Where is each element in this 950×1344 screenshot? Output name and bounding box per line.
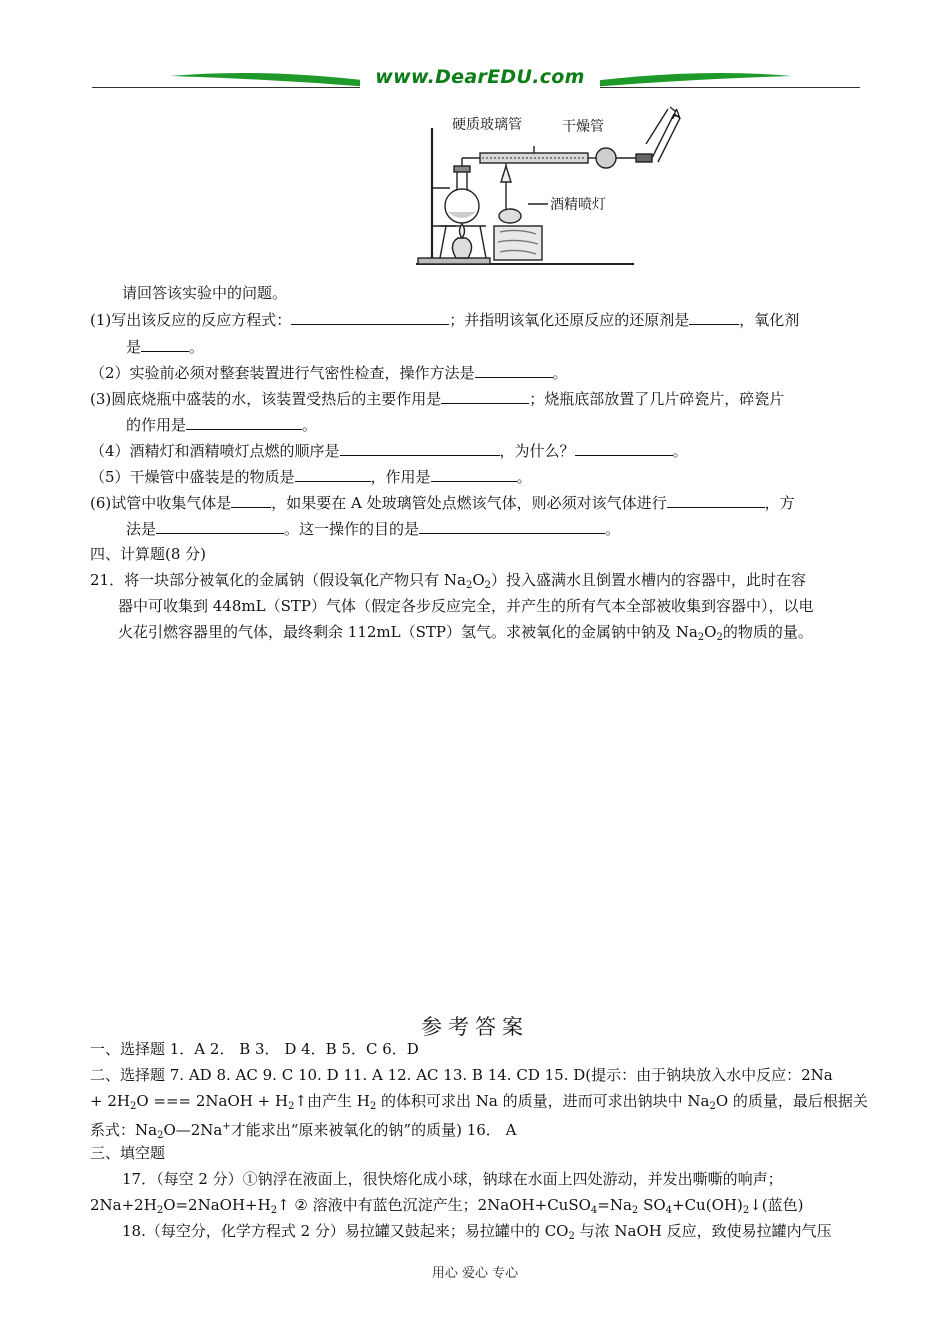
question-4: （4）酒精灯和酒精喷灯点燃的顺序是 ，为什么？ 。 bbox=[90, 442, 688, 460]
answer-blank[interactable] bbox=[441, 388, 529, 404]
page-footer: 用心 爱心 专心 bbox=[431, 1266, 519, 1281]
label-alcohol-blast-lamp: 酒精喷灯 bbox=[550, 197, 606, 213]
site-name: www.DearEDU.com bbox=[360, 66, 600, 88]
question-1-cont: 是 。 bbox=[126, 338, 205, 356]
question-1: (1)写出该反应的反应方程式： ；并指明该氧化还原反应的还原剂是 ，氧化剂 bbox=[90, 311, 800, 329]
answers-section-2-line3: 系式：$Na_2O—2Na^+$才能求出“原来被氧化的钠”的质量) 16． A bbox=[90, 1121, 517, 1141]
answers-section-3: 三、填空题 bbox=[90, 1144, 166, 1162]
answer-blank[interactable] bbox=[575, 440, 673, 456]
answer-blank[interactable] bbox=[295, 466, 371, 482]
question-6: (6)试管中收集气体是 ，如果要在 A 处玻璃管处点燃该气体，则必须对该气体进行 ，方 bbox=[90, 494, 795, 512]
answer-blank[interactable] bbox=[141, 336, 189, 352]
answer-blank[interactable] bbox=[231, 492, 271, 508]
answer-blank[interactable] bbox=[186, 414, 302, 430]
answers-section-2-line2: + $2H_2O$ === 2NaOH + $H_2↑$由产生 $H_2$ 的体积可求出 Na 的质量，进而可求出钠块中 $Na_2O$ 的质量，最后根据关 bbox=[90, 1092, 868, 1112]
left-swoosh-icon bbox=[170, 66, 370, 90]
question-2: （2）实验前必须对整套装置进行气密性检查，操作方法是 。 bbox=[90, 364, 568, 382]
answer-blank[interactable] bbox=[419, 518, 605, 534]
answer-blank[interactable] bbox=[667, 492, 765, 508]
answer-17-line2: $2Na+2H_2O=2NaOH+H_2↑$ ② 溶液中有蓝色沉淀产生；$2NaOH+CuSO_4=Na_2$ $SO_4+Cu(OH)_2↓$(蓝色) bbox=[90, 1196, 804, 1216]
question-5: （5）干燥管中盛装是的物质是 ，作用是 。 bbox=[90, 468, 532, 486]
label-drying-tube: 干燥管 bbox=[562, 119, 604, 135]
answers-section-1: 一、选择题 1．A 2． B 3． D 4．B 5．C 6．D bbox=[90, 1040, 419, 1058]
label-point-a: A bbox=[672, 108, 681, 123]
question-3-cont: 的作用是 。 bbox=[126, 416, 318, 434]
site-header bbox=[92, 60, 860, 94]
answers-title: 参考答案 bbox=[421, 1015, 529, 1039]
answer-17-line1: 17．（每空 2 分）①钠浮在液面上，很快熔化成小球，钠球在水面上四处游动，并发出嘶嘶的响声； bbox=[122, 1170, 783, 1188]
answer-blank[interactable] bbox=[689, 309, 739, 325]
answers-section-2-line1: 二、选择题 7. AD 8. AC 9. C 10. D 11. A 12. AC 13. B 14. CD 15. D(提示：由于钠块放入水中反应：2Na bbox=[90, 1066, 833, 1084]
answer-blank[interactable] bbox=[475, 362, 553, 378]
label-hard-glass-tube: 硬质玻璃管 bbox=[452, 117, 522, 133]
answer-blank[interactable] bbox=[291, 309, 449, 325]
question-21-line2: 器中可收集到 448mL（STP）气体（假定各步反应完全，并产生的所有气本全部被收集到容器中），以电 bbox=[118, 597, 814, 615]
question-3: (3)圆底烧瓶中盛装的水，该装置受热后的主要作用是 ；烧瓶底部放置了几片碎瓷片，碎瓷片 bbox=[90, 390, 785, 408]
answer-blank[interactable] bbox=[156, 518, 284, 534]
section-4-heading: 四、计算题(8 分) bbox=[90, 545, 207, 563]
answer-18-line1: 18.（每空分，化学方程式 2 分）易拉罐又鼓起来；易拉罐中的 $CO_2$ 与浓 NaOH 反应，致使易拉罐内气压 bbox=[122, 1222, 832, 1242]
answer-blank[interactable] bbox=[431, 466, 517, 482]
apparatus-diagram bbox=[410, 104, 694, 268]
question-21-line3: 火花引燃容器里的气体，最终剩余 112mL（STP）氢气。求被氧化的金属钠中钠及 $Na_2O_2$的物质的量。 bbox=[118, 623, 813, 643]
answer-blank[interactable] bbox=[340, 440, 500, 456]
question-6-cont: 法是 。这一操作的目的是 。 bbox=[126, 520, 621, 538]
question-21-line1: 21．将一块部分被氧化的金属钠（假设氧化产物只有 $Na_2O_2$）投入盛满水且倒置水槽内的容器中，此时在容 bbox=[90, 571, 807, 591]
question-intro: 请回答该实验中的问题。 bbox=[122, 284, 288, 302]
right-swoosh-icon bbox=[592, 66, 792, 90]
